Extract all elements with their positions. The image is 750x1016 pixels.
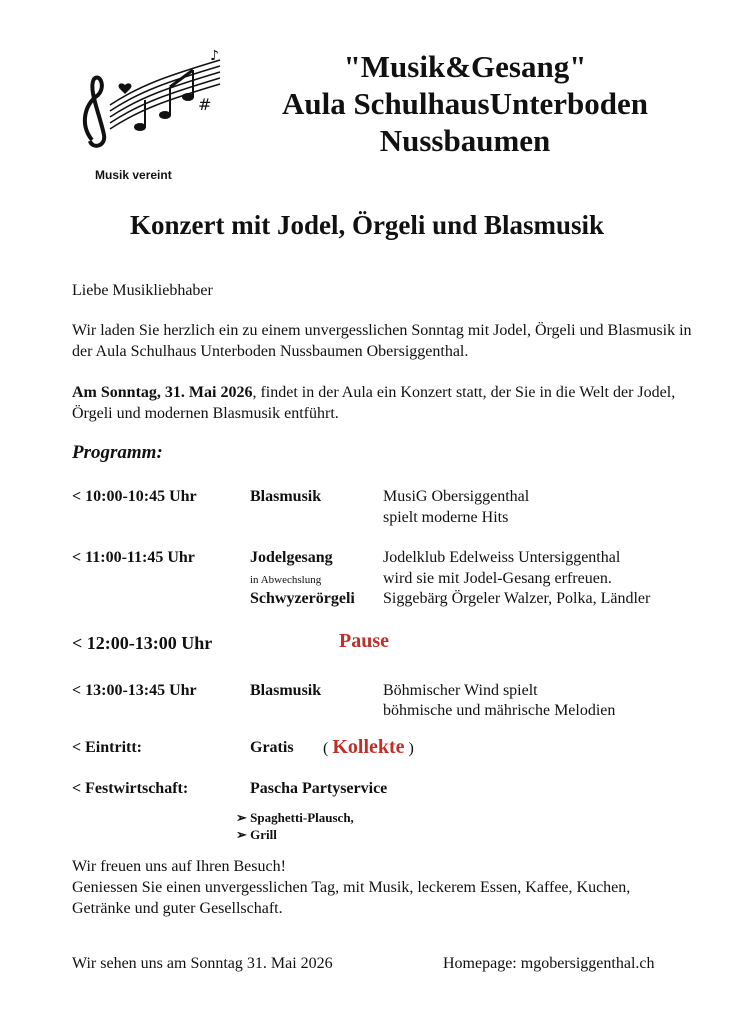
footer-left: Wir sehen uns am Sonntag 31. Mai 2026 — [72, 955, 333, 972]
entry-value: Gratis — [250, 739, 294, 756]
catering-value: Pascha Partyservice — [250, 780, 388, 797]
greeting: Liebe Musikliebhaber — [72, 282, 213, 299]
logo-caption: Musik vereint — [95, 168, 172, 182]
svg-text:♪: ♪ — [210, 48, 219, 64]
subtitle: Konzert mit Jodel, Örgeli und Blasmusik — [130, 210, 605, 240]
program-time: < 12:00-13:00 Uhr — [72, 633, 213, 653]
program-heading: Programm: — [72, 442, 163, 463]
list-item — [236, 826, 277, 844]
program-category: Schwyzerörgeli — [250, 590, 355, 607]
program-desc: Böhmischer Wind spielt — [383, 682, 538, 699]
program-desc: Jodelklub Edelweiss Untersiggenthal — [383, 549, 621, 566]
program-category: Blasmusik — [250, 488, 322, 505]
intro-paragraph: Wir laden Sie herzlich ein zu einem unvergesslichen Sonntag mit Jodel, Örgeli und Blasmusik in der Aula Schulhaus Unterboden Nussbaumen Obersiggenthal. — [72, 322, 692, 360]
program-time: < 13:00-13:45 Uhr — [72, 682, 197, 699]
program-category: Blasmusik — [250, 682, 322, 699]
date-paragraph-rest: , findet in der Aula ein Konzert statt, der Sie in die Welt der Jodel, Örgeli und modernen Blasmusik entführt. — [72, 384, 676, 422]
music-notes-icon — [70, 45, 230, 155]
program-desc: böhmische und mährische Melodien — [383, 702, 616, 719]
list-item-text: Spaghetti-Plausch, — [250, 810, 354, 825]
program-desc: spielt moderne Hits — [383, 509, 509, 526]
arrow-bullet-icon: ➢ — [236, 827, 251, 842]
program-desc: Siggebärg Örgeler Walzer, Polka, Ländler — [383, 590, 651, 607]
program-note: in Abwechslung — [250, 574, 322, 586]
program-time: < 10:00-10:45 Uhr — [72, 488, 197, 505]
closing-line: Wir freuen uns auf Ihren Besuch! — [72, 858, 286, 875]
title-line: Aula SchulhausUnterboden — [281, 86, 649, 121]
title-line: "Musik&Gesang" — [343, 49, 587, 84]
kollekte-label: Kollekte — [332, 736, 405, 758]
homepage-link[interactable]: Homepage: mgobersiggenthal.ch — [443, 955, 655, 972]
svg-text:#: # — [198, 95, 212, 114]
list-item — [236, 809, 354, 827]
entry-note — [323, 737, 414, 759]
pause-label: Pause — [339, 630, 389, 652]
catering-label: < Festwirtschaft: — [72, 780, 189, 797]
title-line: Nussbaumen — [379, 123, 551, 158]
arrow-bullet-icon: ➢ — [236, 810, 251, 825]
entry-label: < Eintritt: — [72, 739, 142, 756]
program-desc: wird sie mit Jodel-Gesang erfreuen. — [383, 570, 612, 587]
date-paragraph — [72, 382, 692, 424]
paren: ) — [408, 740, 414, 757]
program-category: Jodelgesang — [250, 549, 333, 566]
program-desc: MusiG Obersiggenthal — [383, 488, 530, 505]
event-date: Am Sonntag, 31. Mai 2026 — [72, 384, 253, 401]
program-time: < 11:00-11:45 Uhr — [72, 549, 195, 566]
page-title — [250, 48, 680, 159]
closing-paragraph: Geniessen Sie einen unvergesslichen Tag, mit Musik, leckerem Essen, Kaffee, Kuchen, Getränke und guter Gesellschaft. — [72, 879, 631, 917]
list-item-text: Grill — [250, 827, 277, 842]
paren: ( — [323, 740, 329, 757]
